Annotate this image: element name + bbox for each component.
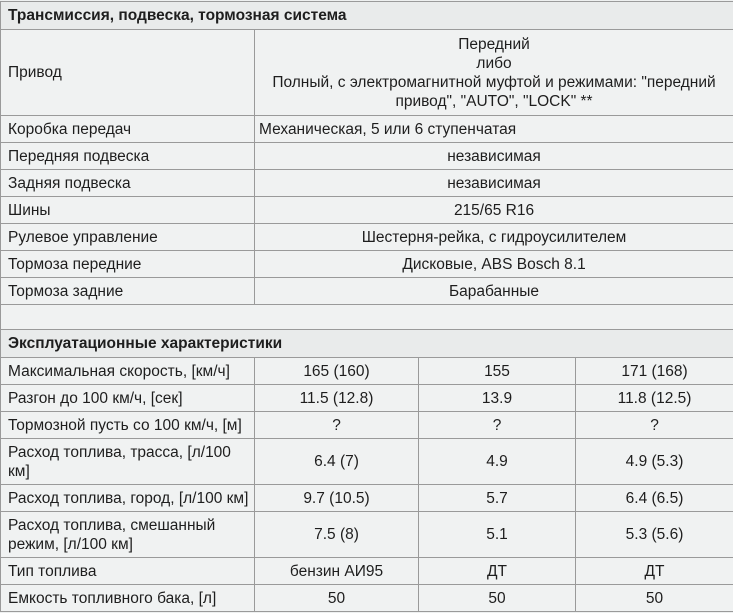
cell-value: 13.9 bbox=[419, 385, 576, 412]
row-value: 215/65 R16 bbox=[255, 197, 733, 224]
cell-value: 6.4 (6.5) bbox=[576, 485, 733, 512]
cell-value: 5.3 (5.6) bbox=[576, 512, 733, 558]
table-row bbox=[1, 385, 733, 412]
row-label: Шины bbox=[1, 197, 255, 224]
table-row bbox=[1, 224, 733, 251]
table-row bbox=[1, 278, 733, 305]
drive-line: Передний bbox=[458, 35, 530, 53]
table-row bbox=[1, 143, 733, 170]
table-row bbox=[1, 585, 733, 612]
cell-value: 9.7 (10.5) bbox=[255, 485, 419, 512]
spacer-row bbox=[1, 305, 733, 330]
drive-line: либо bbox=[476, 54, 512, 72]
cell-value: 5.1 bbox=[419, 512, 576, 558]
row-value: независимая bbox=[255, 143, 733, 170]
row-value: Механическая, 5 или 6 ступенчатая bbox=[255, 116, 733, 143]
table-row bbox=[1, 439, 733, 485]
row-label: Рулевое управление bbox=[1, 224, 255, 251]
row-label: Тормозной пусть со 100 км/ч, [м] bbox=[1, 412, 255, 439]
cell-value: 50 bbox=[255, 585, 419, 612]
table-row bbox=[1, 197, 733, 224]
cell-value: 11.8 (12.5) bbox=[576, 385, 733, 412]
cell-value: 171 (168) bbox=[576, 358, 733, 385]
row-label: Коробка передач bbox=[1, 116, 255, 143]
section-title: Трансмиссия, подвеска, тормозная система bbox=[1, 2, 733, 30]
cell-value: 6.4 (7) bbox=[255, 439, 419, 485]
row-label: Тип топлива bbox=[1, 558, 255, 585]
cell-value: 4.9 (5.3) bbox=[576, 439, 733, 485]
section-header-transmission bbox=[1, 2, 733, 30]
table-row bbox=[1, 251, 733, 278]
table-row bbox=[1, 558, 733, 585]
cell-value: 155 bbox=[419, 358, 576, 385]
table-row bbox=[1, 358, 733, 385]
cell-value: 5.7 bbox=[419, 485, 576, 512]
cell-value: 165 (160) bbox=[255, 358, 419, 385]
row-value: Шестерня-рейка, с гидроусилителем bbox=[255, 224, 733, 251]
row-label: Расход топлива, трасса, [л/100 км] bbox=[1, 439, 255, 485]
cell-value: 50 bbox=[419, 585, 576, 612]
row-value: Дисковые, ABS Bosch 8.1 bbox=[255, 251, 733, 278]
row-label: Расход топлива, смешанный режим, [л/100 км] bbox=[1, 512, 255, 558]
table-row bbox=[1, 30, 733, 116]
cell-value: 11.5 (12.8) bbox=[255, 385, 419, 412]
row-label: Тормоза передние bbox=[1, 251, 255, 278]
cell-value: ДТ bbox=[576, 558, 733, 585]
spec-table bbox=[0, 1, 733, 612]
row-value: независимая bbox=[255, 170, 733, 197]
drive-line: привод", "AUTO", "LOCK" ** bbox=[395, 92, 593, 110]
section-header-performance bbox=[1, 330, 733, 358]
row-label: Расход топлива, город, [л/100 км] bbox=[1, 485, 255, 512]
section-title: Эксплуатационные характеристики bbox=[1, 330, 733, 358]
row-label: Передняя подвеска bbox=[1, 143, 255, 170]
table-row bbox=[1, 116, 733, 143]
cell-value: 50 bbox=[576, 585, 733, 612]
row-value: Барабанные bbox=[255, 278, 733, 305]
row-label: Емкость топливного бака, [л] bbox=[1, 585, 255, 612]
cell-value: 7.5 (8) bbox=[255, 512, 419, 558]
table-row bbox=[1, 485, 733, 512]
row-label: Тормоза задние bbox=[1, 278, 255, 305]
cell-value: ? bbox=[576, 412, 733, 439]
drive-line: Полный, с электромагнитной муфтой и режимами: "передний bbox=[272, 73, 716, 91]
row-label: Задняя подвеска bbox=[1, 170, 255, 197]
cell-value: 4.9 bbox=[419, 439, 576, 485]
cell-value: ДТ bbox=[419, 558, 576, 585]
cell-value: ? bbox=[419, 412, 576, 439]
table-row bbox=[1, 512, 733, 558]
row-label: Максимальная скорость, [км/ч] bbox=[1, 358, 255, 385]
table-row bbox=[1, 170, 733, 197]
cell-value: ? bbox=[255, 412, 419, 439]
row-value-drive bbox=[255, 30, 733, 116]
cell-value: бензин АИ95 bbox=[255, 558, 419, 585]
table-row bbox=[1, 412, 733, 439]
row-label-drive: Привод bbox=[1, 30, 255, 116]
row-label: Разгон до 100 км/ч, [сек] bbox=[1, 385, 255, 412]
